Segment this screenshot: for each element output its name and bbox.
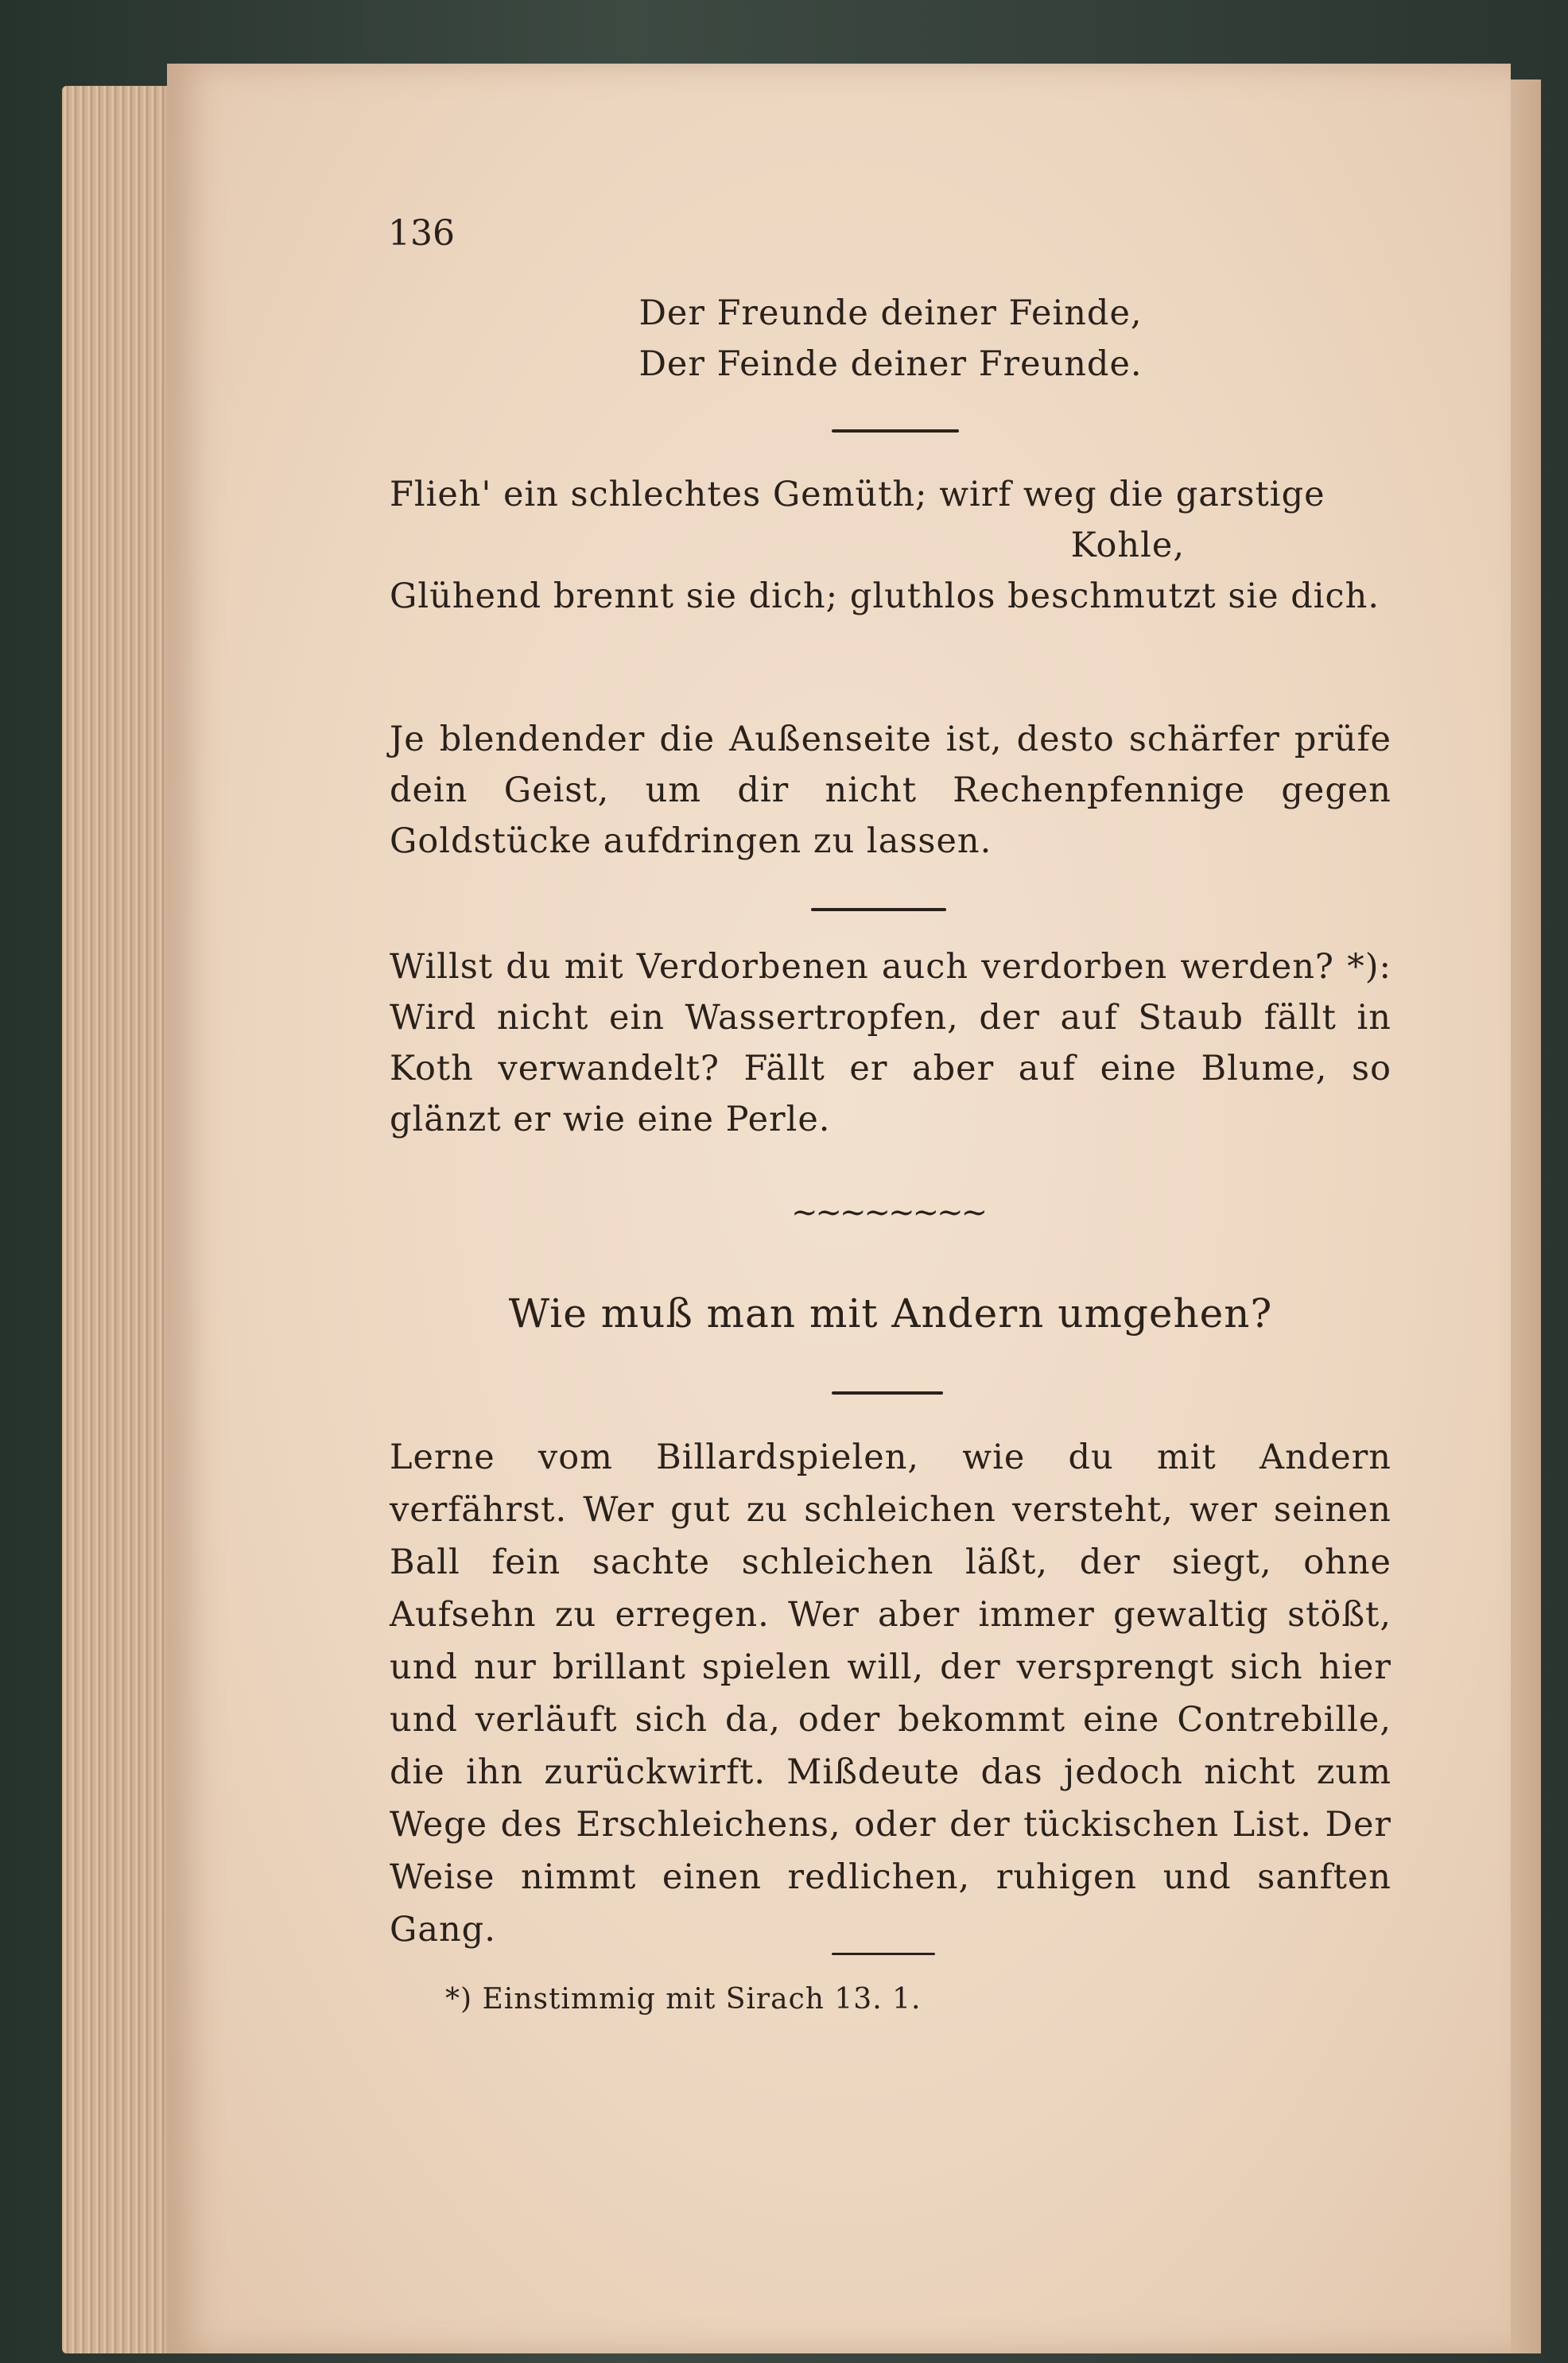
- paragraph-billiard: Lerne vom Billardspielen, wie du mit Andern verfährst. Wer gut zu schleichen versteht, wer seinen Ball fein sachte schleichen läßt, der siegt, ohne Aufsehn zu erregen. Wer aber immer gewaltig stößt, und nur brillant spielen will, der versprengt sich hier und verläuft sich da, oder bekommt eine Contrebille, die ihn zurückwirft. Mißdeute das jedoch nicht zum Wege des Erschleichens, oder der tückischen List. Der Weise nimmt einen redlichen, ruhigen und sanften Gang.: [390, 1438, 1391, 1950]
- section-heading: Wie muß man mit Andern umgehen?: [508, 1290, 1273, 1337]
- section-divider: [811, 908, 946, 911]
- paragraph-pearl: Willst du mit Verdorbenen auch verdorben werden? *): Wird nicht ein Wassertropfen, der auf Staub fällt in Koth verwandelt? Fällt er aber auf eine Blume, so glänzt er wie eine Perle.: [390, 947, 1391, 1139]
- couplet-line-1: Der Freunde deiner Feinde,: [638, 293, 1143, 333]
- verse: [390, 469, 1391, 622]
- verse-line-1: Flieh' ein schlechtes Gemüth; wirf weg die garstige: [390, 475, 1325, 514]
- section-divider: [832, 429, 959, 433]
- page-number: 136: [388, 213, 455, 254]
- verse-line-3: Glühend brennt sie dich; gluthlos beschmutzt sie dich.: [390, 576, 1380, 616]
- footnote-divider: [832, 1953, 935, 1955]
- footnote: *) Einstimmig mit Sirach 13. 1.: [445, 1983, 922, 2016]
- section-divider: [832, 1391, 943, 1395]
- verse-line-2: Kohle,: [1070, 526, 1185, 565]
- couplet-line-2: Der Feinde deiner Freunde.: [638, 344, 1143, 384]
- wave-ornament: ~~~~~~~~: [791, 1194, 986, 1231]
- couplet: [390, 288, 1391, 390]
- paragraph-exterior: Je blendender die Außenseite ist, desto schärfer prüfe dein Geist, um dir nicht Rechenpfennige gegen Goldstücke aufdringen zu lassen.: [390, 720, 1391, 861]
